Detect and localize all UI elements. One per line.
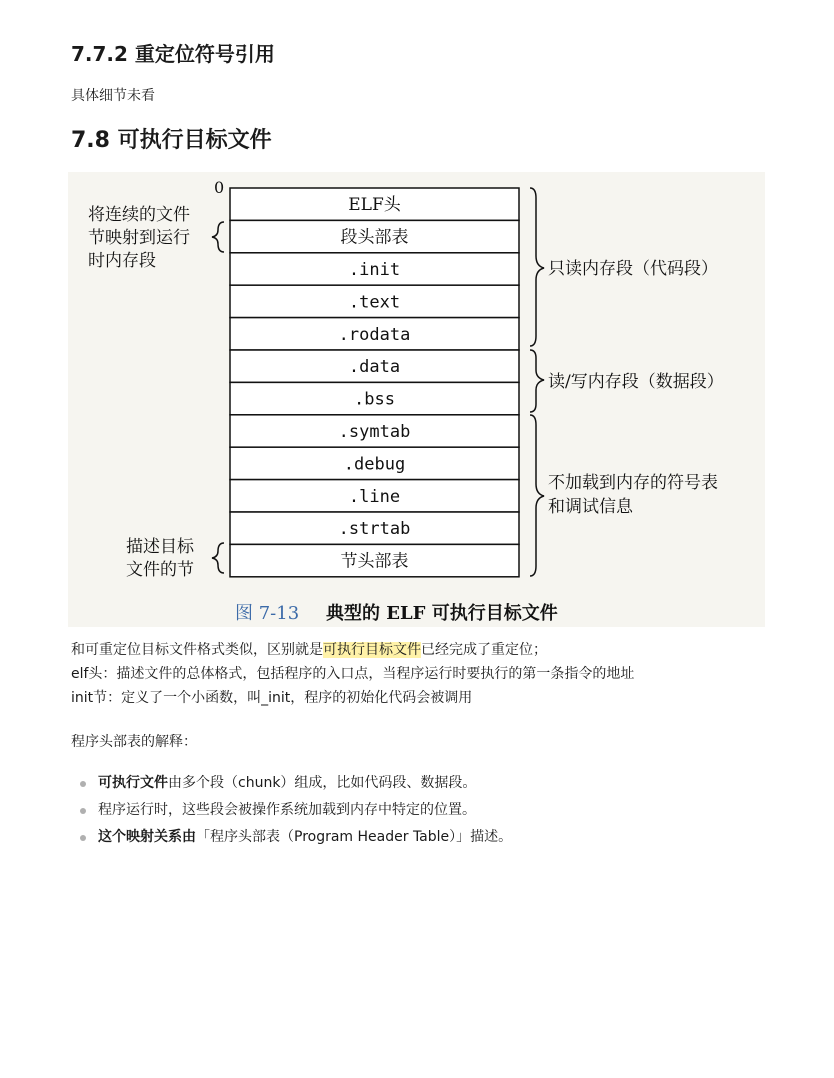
bullet-3-text: 「程序头部表（Program Header Table）」描述。 <box>196 829 513 845</box>
section-table <box>230 188 519 577</box>
left-note-top <box>88 205 195 271</box>
bullet-list <box>78 770 512 851</box>
bullet-item-3 <box>78 824 512 851</box>
para-line-1-pre: 和可重定位目标文件格式类似，区别就是 <box>71 642 323 658</box>
left-brace-bottom <box>212 543 224 573</box>
bullet-2-text: 程序运行时，这些段会被操作系统加载到内存中特定的位置。 <box>98 802 476 818</box>
label-notloaded <box>548 473 723 517</box>
left-note-bottom-line-2: 文件的节 <box>126 560 194 580</box>
left-note-bottom <box>126 537 199 580</box>
label-notloaded-line-2: 和调试信息 <box>548 497 633 517</box>
bullet-item-2 <box>78 797 512 824</box>
elf-layout-diagram <box>68 172 765 627</box>
explanation-paragraph <box>71 638 634 710</box>
section-label: 节头部表 <box>340 551 409 572</box>
bullet-1-bold: 可执行文件 <box>98 775 168 791</box>
offset-zero-label: 0 <box>214 178 225 197</box>
caption-number: 图 7-13 <box>235 603 300 624</box>
section-label: .init <box>348 260 401 280</box>
program-header-title: 程序头部表的解释： <box>71 734 197 750</box>
right-brace-readwrite <box>530 350 544 412</box>
para-line-3: init节：定义了一个小函数，叫_init，程序的初始化代码会被调用 <box>71 690 473 706</box>
section-label: .text <box>348 292 401 313</box>
section-label: .line <box>348 486 401 507</box>
bullet-1-text: 由多个段（chunk）组成，比如代码段、数据段。 <box>168 775 477 791</box>
right-brace-readonly <box>530 188 544 346</box>
section-label: .debug <box>343 454 406 475</box>
section-label: .strtab <box>338 519 411 540</box>
left-note-bottom-line-1: 描述目标 <box>126 537 194 557</box>
elf-figure <box>68 172 765 627</box>
para-line-2: elf头：描述文件的总体格式，包括程序的入口点，当程序运行时要执行的第一条指令的地址 <box>71 666 635 682</box>
left-note-top-line-1: 将连续的文件 <box>88 205 190 225</box>
left-brace-top <box>212 222 224 252</box>
left-note-top-line-3: 时内存段 <box>88 251 156 271</box>
label-notloaded-line-1: 不加载到内存的符号表 <box>548 473 718 493</box>
note-text: 具体细节未看 <box>71 88 155 104</box>
section-label: .symtab <box>338 422 411 442</box>
right-brace-notloaded <box>530 415 544 576</box>
heading-7-7-2: 7.7.2 重定位符号引用 <box>71 42 275 66</box>
bullet-item-1 <box>78 770 512 797</box>
para-line-1-post: 已经完成了重定位； <box>421 642 547 658</box>
bullet-3-bold: 这个映射关系由 <box>98 829 196 845</box>
para-line-1 <box>71 638 634 662</box>
caption-title: 典型的 ELF 可执行目标文件 <box>326 603 558 624</box>
section-label: .data <box>348 357 401 378</box>
label-readonly-segment: 只读内存段（代码段） <box>548 259 718 279</box>
section-label: .bss <box>354 389 395 410</box>
section-label: 段头部表 <box>340 227 409 248</box>
heading-7-8: 7.8 可执行目标文件 <box>71 128 272 153</box>
section-label: .rodata <box>338 324 411 345</box>
left-note-top-line-2: 节映射到运行 <box>88 228 190 248</box>
section-label: ELF头 <box>348 195 401 216</box>
highlighted-term: 可执行目标文件 <box>323 642 421 658</box>
label-readwrite-segment: 读/写内存段（数据段） <box>548 372 724 392</box>
